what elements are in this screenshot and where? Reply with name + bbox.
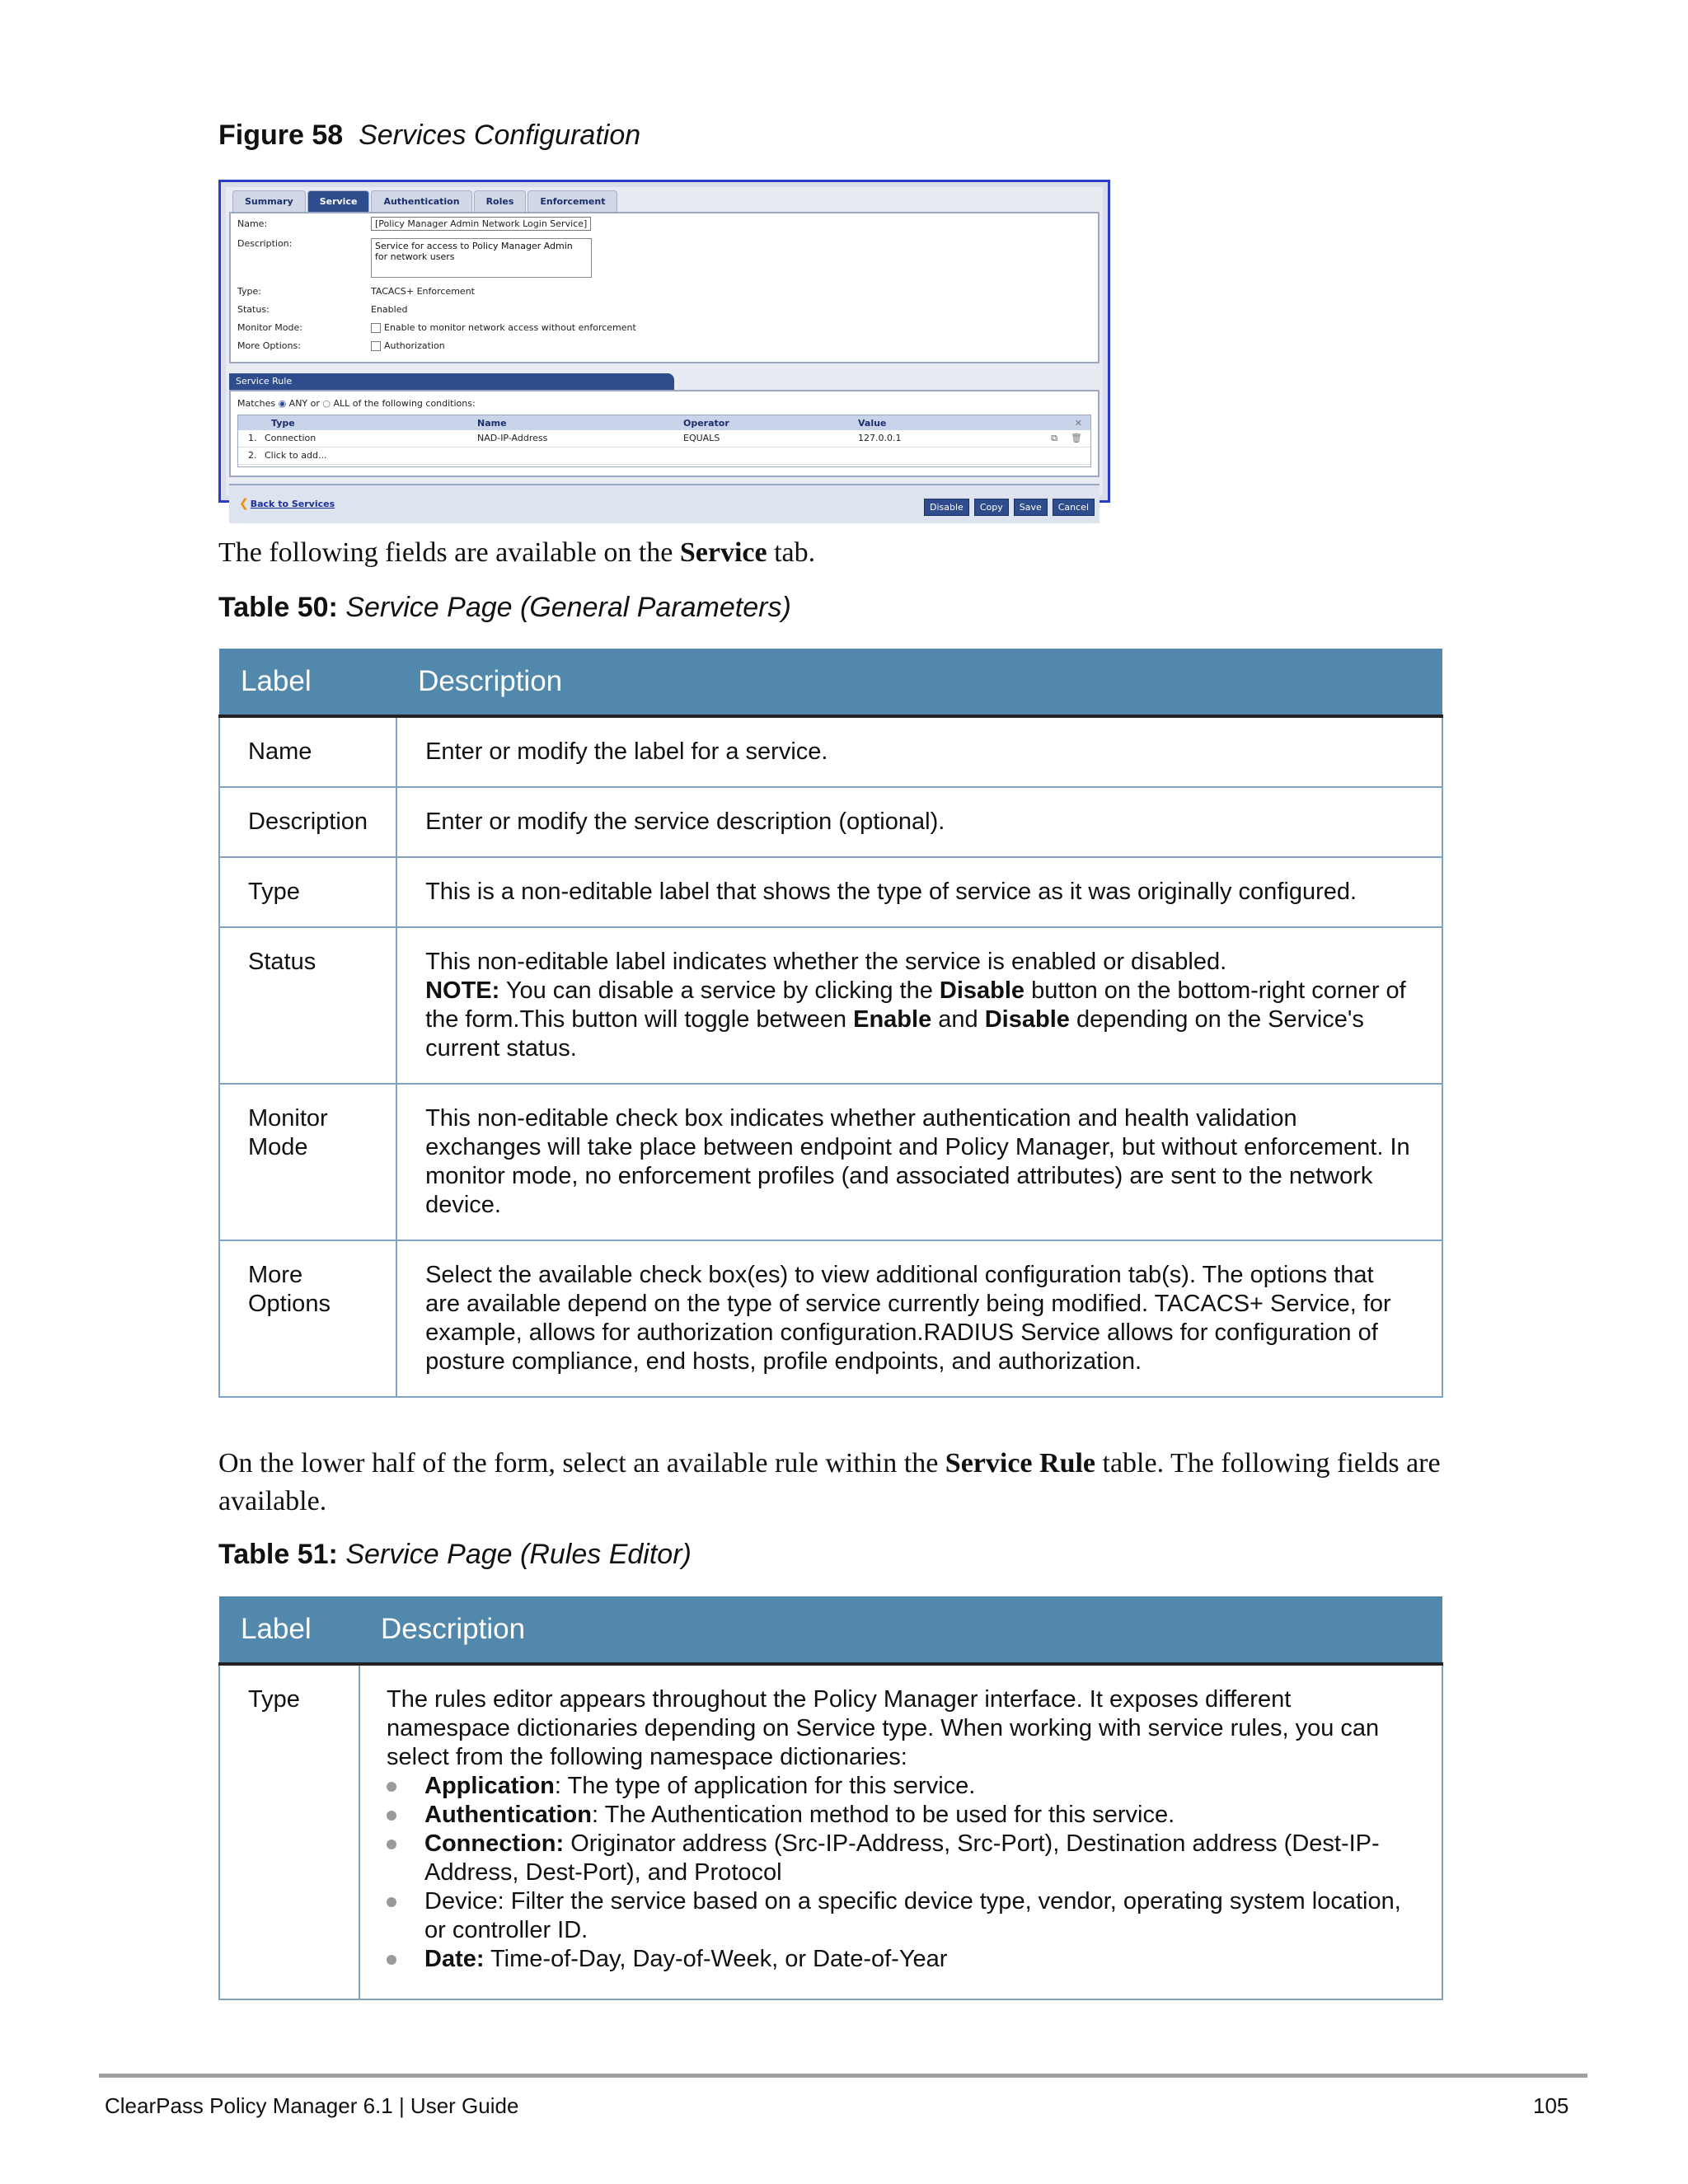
table51 (218, 1596, 1443, 2000)
description-textarea[interactable]: Service for access to Policy Manager Admin for network users (371, 238, 592, 278)
monitor-mode-label: Monitor Mode: (237, 322, 302, 333)
row-description: This non-editable check box indicates whether authentication and health validation exchanges will take place between endpoint and Policy Manager, but without enforcement. In monitor mode, no enforcement profiles (and associated attributes) are sent to the network device. (396, 1084, 1442, 1240)
row-description: Enter or modify the service description (optional). (396, 787, 1442, 857)
table-row (219, 857, 1442, 927)
trash-icon[interactable]: 🗑 (1071, 433, 1082, 443)
status-value: Enabled (371, 304, 408, 315)
figure-label: Figure 58 (218, 120, 344, 151)
tab-enforcement[interactable]: Enforcement (528, 190, 617, 212)
col-value: Value (858, 418, 887, 429)
matches-prefix: Matches (237, 398, 276, 409)
header-label: Label (219, 1596, 359, 1664)
service-rule-header: Service Rule (229, 373, 674, 390)
header-description: Description (359, 1596, 1442, 1664)
list-item (387, 1945, 1414, 1974)
page-number: 105 (1533, 2093, 1569, 2118)
rules-intro (218, 1445, 1471, 1521)
name-input[interactable]: [Policy Manager Admin Network Login Service] (371, 217, 591, 231)
rules-table (237, 415, 1091, 467)
bullet-bold: Application (424, 1773, 555, 1799)
para2-after: table. The following fields are available. (218, 1448, 1441, 1516)
click-to-add[interactable]: Click to add... (265, 450, 327, 461)
service-tab-intro (218, 537, 815, 569)
table-row (219, 787, 1442, 857)
row-label: Name (219, 716, 396, 787)
figure-title: Services Configuration (359, 120, 641, 151)
service-form (229, 212, 1100, 535)
tab-service[interactable]: Service (307, 190, 370, 212)
bullet-bold: Authentication (424, 1802, 592, 1828)
bullet-bold: Connection: (424, 1830, 565, 1857)
name-label: Name: (237, 218, 268, 229)
table50-title: Service Page (General Parameters) (345, 592, 791, 623)
header-label: Label (219, 649, 396, 716)
table-row[interactable] (238, 430, 1090, 448)
row-number: 1. (248, 433, 257, 443)
radio-all-icon[interactable]: ○ (322, 398, 331, 409)
footer-divider (99, 2074, 1587, 2078)
status-desc: This non-editable label indicates whether the service is enabled or disabled. (425, 949, 1227, 975)
matches-row (237, 398, 476, 409)
table50-caption (218, 592, 791, 624)
form-footer (229, 484, 1100, 523)
note-b2: Enable (853, 1006, 932, 1033)
list-item (387, 1801, 1414, 1830)
back-link-text: Back to Services (250, 499, 335, 509)
authorization-checkbox[interactable] (371, 341, 381, 351)
matches-any-label: ANY or (288, 398, 320, 409)
row-description: This is a non-editable label that shows the type of service as it was originally configured. (396, 857, 1442, 927)
tab-roles[interactable]: Roles (474, 190, 527, 212)
row-description (359, 1664, 1442, 1999)
table51-caption (218, 1539, 692, 1571)
namespace-list (387, 1772, 1414, 1974)
figure-caption (218, 120, 640, 152)
note-t3: and (931, 1006, 985, 1033)
para1-bold: Service (679, 537, 767, 568)
copy-icon[interactable]: ⧉ (1051, 433, 1057, 443)
monitor-mode-option (371, 322, 636, 333)
para2-bold: Service Rule (945, 1448, 1096, 1479)
back-arrow-icon: ❮ (239, 497, 249, 510)
save-button[interactable]: Save (1014, 499, 1048, 516)
row-label: More Options (219, 1240, 396, 1397)
delete-all-icon[interactable]: ✕ (1074, 418, 1082, 429)
disable-button[interactable]: Disable (924, 499, 969, 516)
note-t4: depending on the Service's current status. (425, 1006, 1364, 1062)
row-description: Select the available check box(es) to view additional configuration tab(s). The options that are available depend on the type of service currently being modified. TACACS+ Service, for example, allows for authorization configuration.RADIUS Service allows for configuration of posture compliance, end hosts, profile endpoints, and authorization. (396, 1240, 1442, 1397)
table50-header (219, 649, 1442, 716)
monitor-mode-checkbox[interactable] (371, 323, 381, 333)
row-label: Status (219, 927, 396, 1084)
more-options-label: More Options: (237, 340, 301, 351)
list-item (387, 1830, 1414, 1887)
table-row[interactable] (238, 448, 1090, 465)
para1-after: tab. (767, 537, 816, 568)
row-description-status (396, 927, 1442, 1084)
bullet-text: Device: Filter the service based on a specific device type, vendor, operating system location, or controller ID. (424, 1888, 1401, 1943)
more-options-option (371, 340, 445, 351)
footer-title: ClearPass Policy Manager 6.1 | User Guide (105, 2093, 519, 2118)
row-operator: EQUALS (683, 433, 720, 443)
col-operator: Operator (683, 418, 729, 429)
tab-authentication[interactable]: Authentication (371, 190, 471, 212)
status-note (425, 977, 1414, 1063)
bullet-text: : The type of application for this service. (554, 1773, 976, 1799)
table50 (218, 649, 1443, 1398)
cancel-button[interactable]: Cancel (1053, 499, 1095, 516)
list-item (387, 1887, 1414, 1945)
matches-all-label: ALL of the following conditions: (333, 398, 476, 409)
row-number: 2. (248, 450, 257, 461)
row-description: Enter or modify the label for a service. (396, 716, 1442, 787)
list-item (387, 1772, 1414, 1801)
row-label: Type (219, 857, 396, 927)
radio-any-icon[interactable]: ◉ (278, 398, 287, 409)
service-rule-panel (229, 390, 1100, 477)
note-b3: Disable (984, 1006, 1070, 1033)
authorization-text: Authorization (384, 340, 445, 351)
col-type: Type (271, 418, 295, 429)
para1-before: The following fields are available on the (218, 537, 680, 568)
table-row (219, 1240, 1442, 1397)
table-row (219, 1084, 1442, 1240)
row-label: Type (219, 1664, 359, 1999)
col-name: Name (477, 418, 507, 429)
type-label: Type: (237, 286, 261, 297)
form-buttons (924, 499, 1095, 516)
table-row (219, 927, 1442, 1084)
para2-before: On the lower half of the form, select an available rule within the (218, 1448, 945, 1479)
bullet-text: Originator address (Src-IP-Address, Src-Port), Destination address (Dest-IP-Address, Dest-Port), and Protocol (424, 1830, 1380, 1886)
rules-editor-intro: The rules editor appears throughout the Policy Manager interface. It exposes different namespace dictionaries depending on Service type. When working with service rules, you can select from the following namespace dictionaries: (387, 1686, 1380, 1770)
status-label: Status: (237, 304, 270, 315)
note-prefix: NOTE: (425, 977, 500, 1004)
row-name: NAD-IP-Address (477, 433, 548, 443)
rules-table-header (238, 415, 1090, 430)
monitor-mode-text: Enable to monitor network access without enforcement (384, 322, 636, 333)
screenshot-window (226, 187, 1103, 513)
bullet-text: Time-of-Day, Day-of-Week, or Date-of-Year (484, 1946, 948, 1972)
table51-title: Service Page (Rules Editor) (345, 1539, 692, 1570)
row-type: Connection (265, 433, 316, 443)
table51-label: Table 51: (218, 1539, 338, 1570)
table51-header (219, 1596, 1442, 1664)
services-configuration-screenshot (218, 180, 1110, 513)
table50-label: Table 50: (218, 592, 338, 623)
table-row (219, 1664, 1442, 1999)
type-value: TACACS+ Enforcement (371, 286, 475, 297)
copy-button[interactable]: Copy (974, 499, 1009, 516)
row-value: 127.0.0.1 (858, 433, 902, 443)
back-to-services-link[interactable] (239, 497, 335, 510)
general-panel (229, 212, 1100, 363)
tab-bar (232, 190, 619, 212)
description-label: Description: (237, 238, 293, 249)
row-label: Description (219, 787, 396, 857)
note-b1: Disable (939, 977, 1025, 1004)
note-t1: You can disable a service by clicking the (499, 977, 940, 1004)
header-description: Description (396, 649, 1442, 716)
row-label: Monitor Mode (219, 1084, 396, 1240)
bullet-bold: Date: (424, 1946, 485, 1972)
table-row (219, 716, 1442, 787)
note-t2: button on the bottom-right corner of the form.This button will toggle between (425, 977, 1406, 1033)
tab-summary[interactable]: Summary (232, 190, 306, 212)
bullet-text: : The Authentication method to be used for this service. (592, 1802, 1175, 1828)
